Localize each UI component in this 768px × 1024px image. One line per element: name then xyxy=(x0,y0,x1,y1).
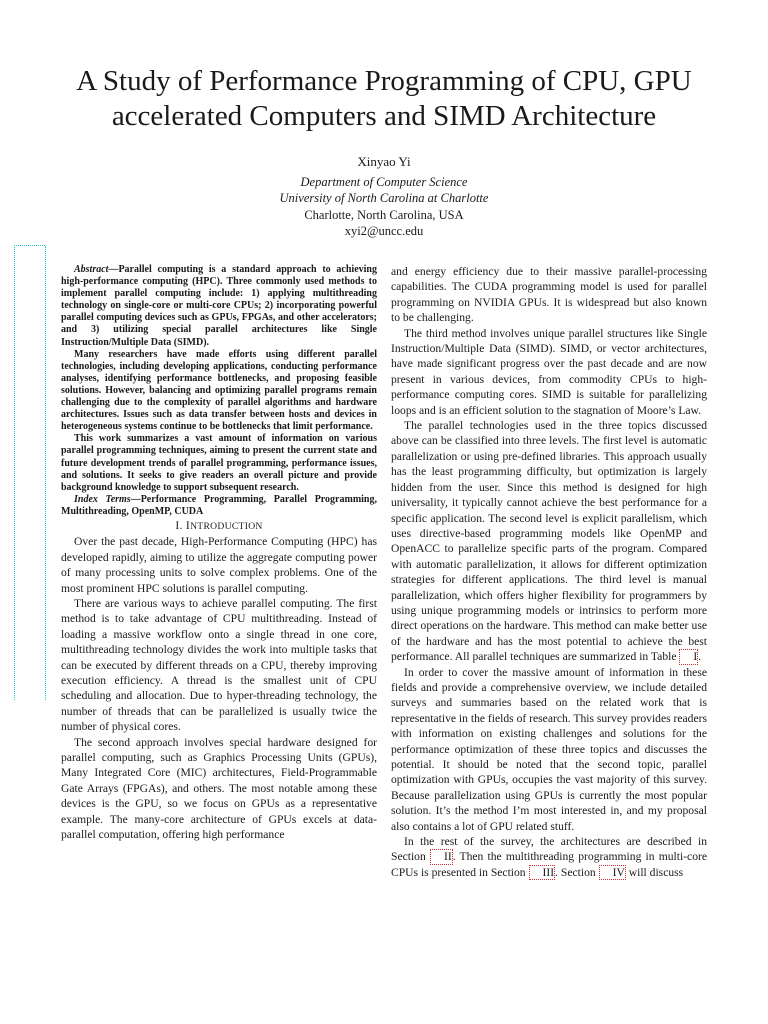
abstract-dash: — xyxy=(108,264,119,275)
section-title-rest: NTRODUCTION xyxy=(190,520,263,532)
right-paragraph-2-end: . xyxy=(698,650,702,664)
right-paragraph-4-b: . Then the multithreading programming in multi-core CPUs is presented in Section xyxy=(391,850,707,879)
author-block xyxy=(184,154,584,240)
intro-paragraph-2: There are various ways to achieve parallel computing. The first method is to take advantage of CPU multithreading. Instead of loading a massive workflow onto a single thread in one core, multithreading technology divides the work into multiple tasks that can be executed by different threads on a CPU, thereby improving execution efficiency. A thread is the smallest unit of CPU scheduling and allocation. Due to hyper-threading technology, the number of threads that can be parallelized is usually twice the number of physical cores. xyxy=(61,597,377,734)
abstract xyxy=(61,264,377,518)
index-terms-text: Performance Programming, Parallel Programming, Multithreading, OpenMP, CUDA xyxy=(61,493,377,517)
author-name: Xinyao Yi xyxy=(357,154,411,169)
author-email[interactable]: xyi2@uncc.edu xyxy=(344,224,424,238)
abstract-paragraph-1 xyxy=(61,264,377,349)
intro-paragraph-1: Over the past decade, High-Performance Computing (HPC) has developed rapidly, aiming to utilize the aggregate computing power of many processing units to solve complex problems. One of the most prominent HPC solutions is parallel computing. xyxy=(61,535,377,595)
right-paragraph-2 xyxy=(391,418,707,665)
section-heading-introduction xyxy=(61,518,377,534)
right-paragraph-0: and energy efficiency due to their massive parallel-processing capabilities. The CUDA programming model is used for parallel programming on NVIDIA GPUs. It is widespread but also known to be challenging. xyxy=(391,265,707,325)
section-numeral: I. xyxy=(175,518,183,532)
index-terms-dash: — xyxy=(130,493,141,505)
intro-paragraph-3: The second approach involves special hardware designed for parallel computing, such as Graphics Processing Units (GPUs), Many Integrated Core (MIC) architectures, Field-Programmable Gate Arrays (FPGAs), and others. The most notable among these devices is the GPU, so we focus on GPUs as a representative example. The many-core architecture of GPUs excels at data-parallel computation, offering high performance xyxy=(61,735,377,842)
left-column xyxy=(61,264,377,843)
index-terms-label: Index Terms xyxy=(74,493,131,505)
right-column xyxy=(391,264,707,880)
section-title-initial: I xyxy=(185,518,191,532)
abstract-paragraph-2: Many researchers have made efforts using different parallel technologies, including developing applications, conducting performance analyses, identifying performance bottlenecks, and proposing feasible solutions. However, balancing and optimizing parallel programs remain challenging due to the complexity of parallel algorithms and hardware architectures. Issues such as data transfer between hosts and devices in heterogeneous systems continue to be bottlenecks that limit performance. xyxy=(61,348,377,433)
author-university: University of North Carolina at Charlotte xyxy=(279,191,489,205)
paper-title: A Study of Performance Programming of CPU, GPU accelerated Computers and SIMD Architecture xyxy=(76,65,692,132)
author-department: Department of Computer Science xyxy=(300,174,468,189)
section-ref-link-3[interactable]: III xyxy=(529,865,556,880)
table-ref-link[interactable]: I xyxy=(679,649,698,664)
right-paragraph-4-a: In the rest of the survey, the architectures are described in Section xyxy=(391,835,707,864)
margin-annotation-box xyxy=(14,245,45,700)
section-ref-link-2[interactable]: II xyxy=(430,849,453,864)
right-paragraph-2-text: The parallel technologies used in the three topics discussed above can be classified into three levels. The first level is automatic parallelization or using pre-defined libraries. This approach usually has the least programming difficulty, but optimization is largely hidden from the user. Since this method is designed for high universality, it typically cannot achieve the best performance for a specific application. The second level is explicit parallelism, which uses directive-based programming models like OpenMP and OpenACC to parallelize specific parts of the program. Compared with automatic parallelization, it allows for different optimization strategies for different applications. The third level is manual parallelization, which offers higher flexibility for programmers by using unique programming models or intrinsics to perform more direct operations on the hardware. This method can make better use of the hardware and has the most potential to achieve the best performance. All parallel techniques are summarized in Table xyxy=(391,419,707,664)
right-paragraph-1: The third method involves unique parallel structures like Single Instruction/Multiple Data (SIMD). SIMD, or vector architectures, have made significant progress over the past decade and are now present in various devices, from commodity CPUs to high-performance computing cores. SIMD is suitable for parallelizing loops and is an efficient solution to the stagnation of Moore’s Law. xyxy=(391,326,707,417)
section-ref-link-4[interactable]: IV xyxy=(599,865,626,880)
right-paragraph-4-d: will discuss xyxy=(628,865,684,879)
author-location: Charlotte, North Carolina, USA xyxy=(304,207,464,222)
right-paragraph-3: In order to cover the massive amount of information in these fields and provide a comprehensive overview, we include detailed surveys and summaries based on the related work that is representative in the fields of research. This survey provides readers with information on existing challenges and solutions for the performance optimization of these three topics and discusses the potential. It should be noted that the second topic, parallel optimization with GPUs, occupies the vast majority of this survey. Because parallelization using GPUs is currently the most popular solution. It’s the method I’m most interested in, and my proposal also contains a lot of GPU related stuff. xyxy=(391,665,707,833)
abstract-label: Abstract xyxy=(74,264,109,275)
right-paragraph-4 xyxy=(391,834,707,880)
abstract-paragraph-3: This work summarizes a vast amount of information on various parallel programming techniques, aiming to present the current state and future development trends of parallel programming, performance issues, and solutions. It seeks to give readers an overall picture and provide background knowledge to support subsequent research. xyxy=(61,433,377,493)
abstract-text-1: Parallel computing is a standard approach to achieving high-performance computing (HPC). Three commonly used methods to implement parallel computing include: 1) applying multithreading technology on single-core or multi-core CPUs; 2) incorporating powerful parallel computing devices such as GPUs, FPGAs, and other accelerators; and 3) utilizing special parallel architectures like Single Instruction/Multiple Data (SIMD). xyxy=(61,264,377,348)
index-terms xyxy=(61,494,377,518)
right-paragraph-4-c: . Section xyxy=(555,865,596,879)
